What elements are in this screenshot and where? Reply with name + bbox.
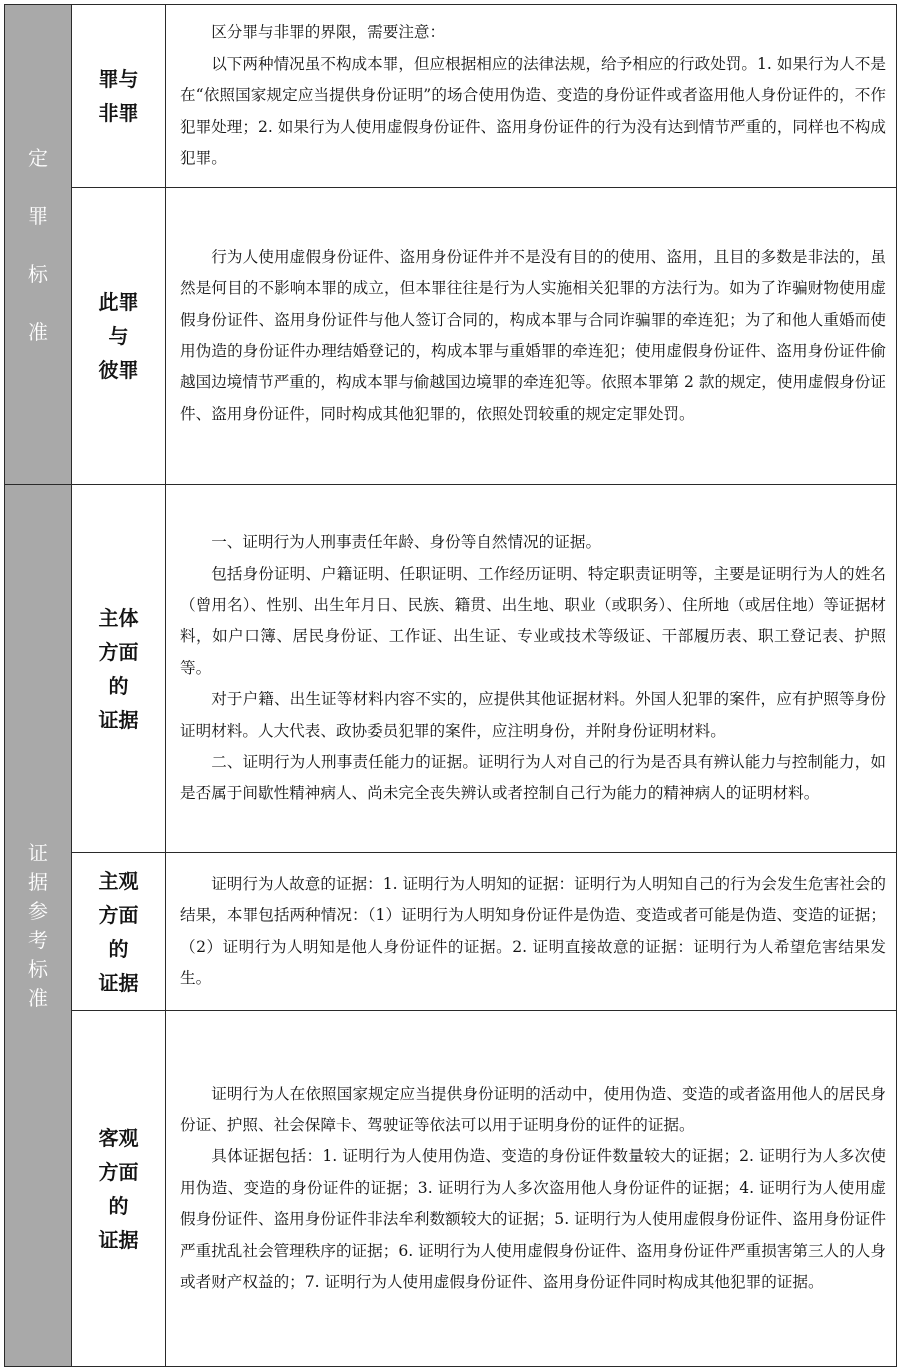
category-char: 据 — [28, 869, 48, 894]
subcategory-line: 罪与 — [98, 67, 139, 91]
subcategory-line: 方面 — [98, 1159, 139, 1184]
content-cell — [166, 5, 897, 188]
table-row — [5, 188, 897, 485]
category-char: 准 — [28, 985, 48, 1010]
evidence-standards-table — [4, 4, 897, 1367]
content-paragraph: 以下两种情况虽不构成本罪，但应根据相应的法律法规，给予相应的行政处罚。1. 如果行为人不是在“依照国家规定应当提供身份证明”的场合使用伪造、变造的身份证件或者盗用他人身份证件的，不作犯罪处理；2. 如果行为人使用虚假身份证件、盗用身份证件的行为没有达到情节严重的，同样也不构成犯罪。 — [180, 54, 886, 168]
content-cell — [166, 853, 897, 1011]
content-paragraph: 一、证明行为人刑事责任年龄、身份等自然情况的证据。 — [211, 533, 602, 552]
content-paragraph: 区分罪与非罪的界限，需要注意： — [211, 23, 446, 42]
category-char: 考 — [28, 927, 48, 952]
subcategory-line: 方面 — [98, 902, 139, 927]
content-paragraph: 证明行为人在依照国家规定应当提供身份证明的活动中，使用伪造、变造的或者盗用他人的居民身份证、护照、社会保障卡、驾驶证等依法可以用于证明身份的证件的证据。 — [180, 1084, 886, 1134]
subcategory-line: 与 — [108, 324, 129, 348]
content-paragraph: 对于户籍、出生证等材料内容不实的，应提供其他证据材料。外国人犯罪的案件，应有护照等身份证明材料。人大代表、政协委员犯罪的案件，应注明身份，并附身份证明材料。 — [180, 690, 886, 740]
subcategory-line: 非罪 — [98, 101, 139, 125]
category-cell-conviction-standard — [5, 5, 72, 485]
category-char: 罪 — [28, 203, 48, 228]
table-row — [5, 1011, 897, 1367]
content-cell — [166, 188, 897, 485]
content-cell — [166, 485, 897, 853]
subcategory-line: 证据 — [98, 707, 139, 732]
category-char: 参 — [28, 898, 48, 923]
subcategory-line: 的 — [108, 673, 129, 698]
subcategory-cell-subjective-evidence — [72, 853, 166, 1011]
content-paragraph: 具体证据包括：1. 证明行为人使用伪造、变造的身份证件数量较大的证据；2. 证明行为人多次使用伪造、变造的身份证件的证据；3. 证明行为人多次盗用他人身份证件的证据；4. 证明行为人使用虚假身份证件、盗用身份证件非法牟利数额较大的证据；5. 证明行为人使用虚假身份证件、盗用身份证件严重扰乱社会管理秩序的证据；6. 证明行为人使用虚假身份证件、盗用身份证件严重损害第三人的人身或者财产权益的；7. 证明行为人使用虚假身份证件、盗用身份证件同时构成其他犯罪的证据。 — [180, 1147, 886, 1292]
subcategory-cell-objective-evidence — [72, 1011, 166, 1367]
subcategory-line: 主体 — [98, 605, 139, 630]
content-cell — [166, 1011, 897, 1367]
category-char: 标 — [28, 956, 48, 981]
subcategory-line: 客观 — [98, 1125, 139, 1150]
subcategory-cell-this-vs-other-crime — [72, 188, 166, 485]
table-row — [5, 853, 897, 1011]
category-char: 证 — [28, 840, 48, 865]
content-paragraph: 二、证明行为人刑事责任能力的证据。证明行为人对自己的行为是否具有辨认能力与控制能力，如是否属于间歇性精神病人、尚未完全丧失辨认或者控制自己行为能力的精神病人的证明材料。 — [180, 753, 886, 803]
subcategory-line: 此罪 — [98, 290, 139, 314]
category-char: 定 — [28, 145, 48, 170]
subcategory-cell-subject-evidence — [72, 485, 166, 853]
subcategory-line: 彼罪 — [98, 358, 139, 382]
table-row — [5, 5, 897, 188]
subcategory-line: 证据 — [98, 970, 139, 995]
subcategory-line: 方面 — [98, 639, 139, 664]
table-row — [5, 485, 897, 853]
subcategory-line: 的 — [108, 936, 129, 961]
subcategory-line: 主观 — [98, 868, 139, 893]
category-char: 准 — [28, 319, 48, 344]
content-paragraph: 证明行为人故意的证据：1. 证明行为人明知的证据：证明行为人明知自己的行为会发生危害社会的结果，本罪包括两种情况：（1）证明行为人明知身份证件是伪造、变造或者可能是伪造、变造的证据；（2）证明行为人明知是他人身份证件的证据。2. 证明直接故意的证据：证明行为人希望危害结果发生。 — [180, 874, 886, 987]
content-paragraph: 行为人使用虚假身份证件、盗用身份证件并不是没有目的的使用、盗用，且目的多数是非法的，虽然是何目的不影响本罪的成立，但本罪往往是行为人实施相关犯罪的方法行为。如为了诈骗财物使用虚假身份证件、盗用身份证件与他人签订合同的，构成本罪与合同诈骗罪的牵连犯；为了和他人重婚而使用伪造的身份证件办理结婚登记的，构成本罪与重婚罪的牵连犯；使用虚假身份证件、盗用身份证件偷越国边境情节严重的，构成本罪与偷越国边境罪的牵连犯等。依照本罪第 2 款的规定，使用虚假身份证件、盗用身份证件，同时构成其他犯罪的，依照处罚较重的规定定罪处罚。 — [180, 247, 886, 423]
subcategory-cell-crime-vs-noncrime — [72, 5, 166, 188]
subcategory-line: 证据 — [98, 1227, 139, 1252]
category-cell-evidence-reference-standard — [5, 485, 72, 1367]
category-char: 标 — [28, 261, 48, 286]
content-paragraph: 包括身份证明、户籍证明、任职证明、工作经历证明、特定职责证明等，主要是证明行为人的姓名（曾用名）、性别、出生年月日、民族、籍贯、出生地、职业（或职务）、住所地（或居住地）等证据材料，如户口簿、居民身份证、工作证、出生证、专业或技术等级证、干部履历表、职工登记表、护照等。 — [180, 564, 886, 677]
subcategory-line: 的 — [108, 1193, 129, 1218]
